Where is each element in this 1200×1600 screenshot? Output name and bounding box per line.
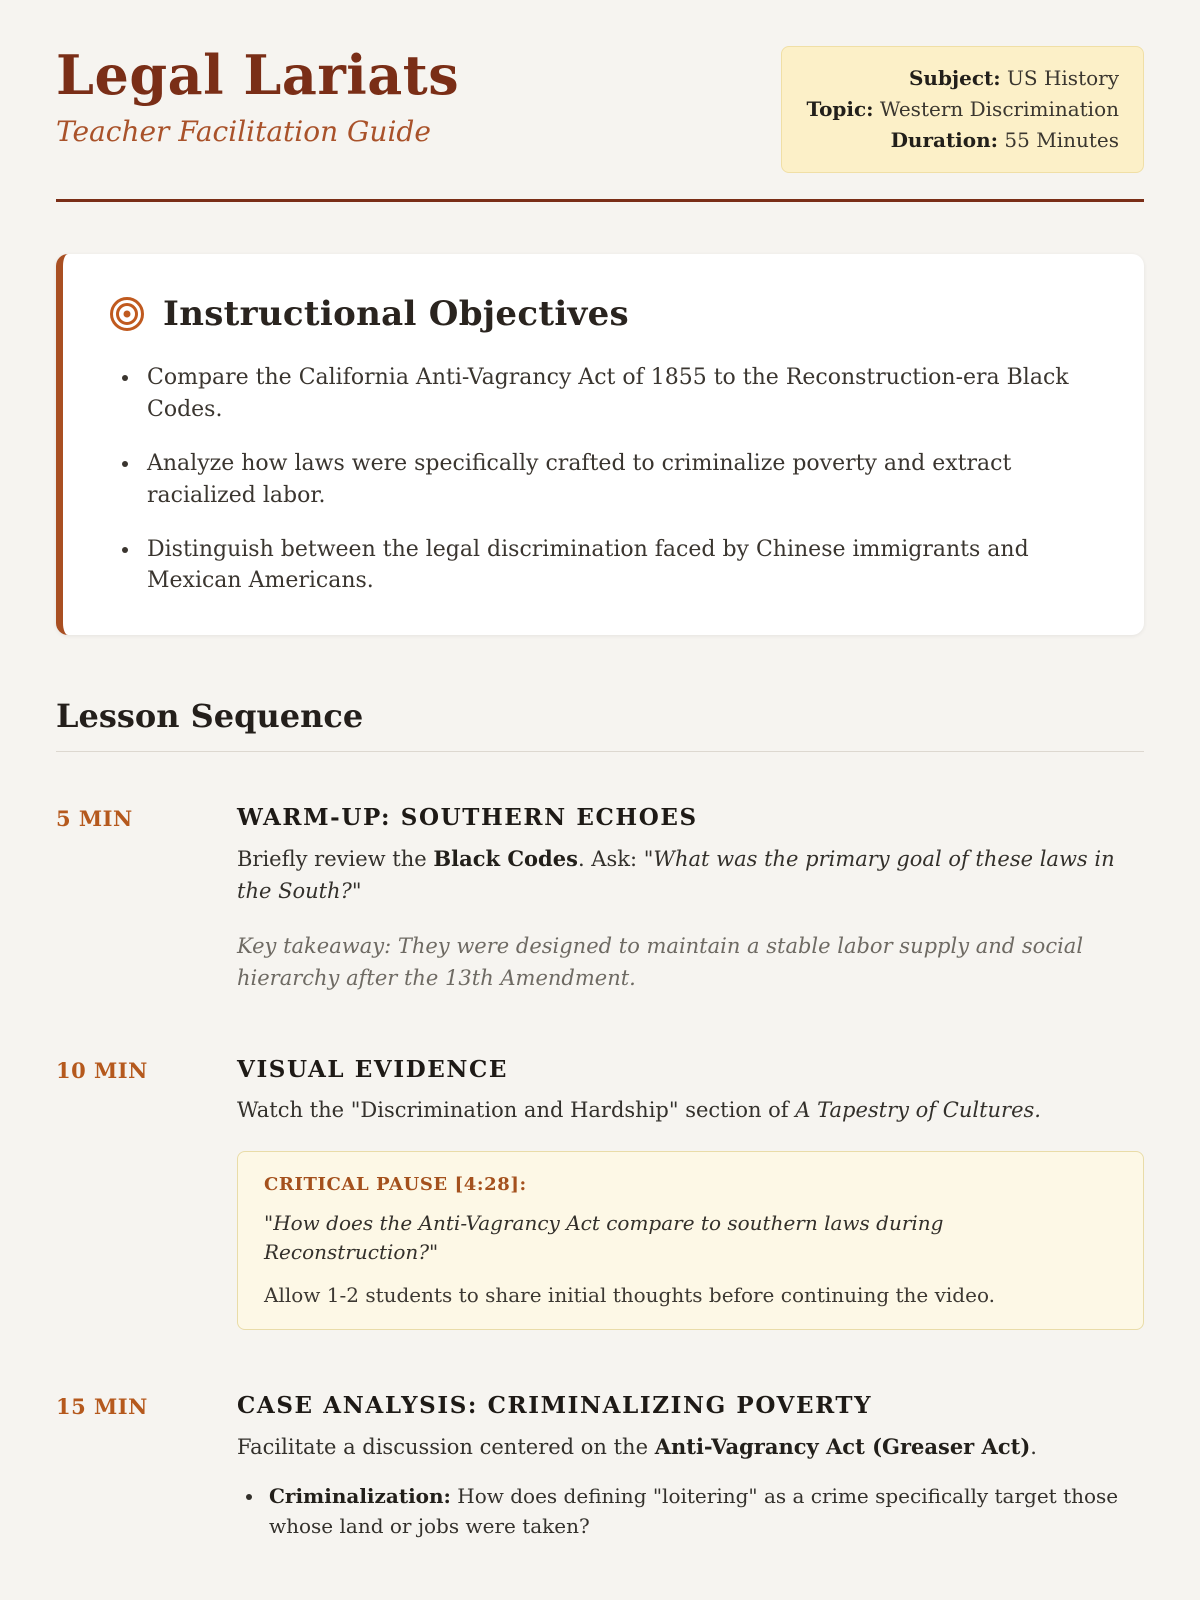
objective-item: • Compare the California Anti-Vagrancy Act of 1855 to the Reconstruction-era Black Codes. bbox=[141, 362, 1098, 426]
step-time: 10 MIN bbox=[56, 1058, 148, 1084]
lesson-step-visual-evidence bbox=[56, 1056, 1144, 1330]
meta-duration-value: 55 Minutes bbox=[1004, 128, 1119, 152]
objectives-list bbox=[141, 362, 1098, 597]
step-text-segment: Watch the "Discrimination and Hardship" section of bbox=[237, 1098, 796, 1123]
lesson-step-case-analysis bbox=[56, 1392, 1144, 1542]
critical-pause-question: "How does the Anti-Vagrancy Act compare to southern laws during Reconstruction?" bbox=[264, 1210, 944, 1264]
lesson-step-warm-up bbox=[56, 804, 1144, 994]
step-title: CASE ANALYSIS: CRIMINALIZING POVERTY bbox=[237, 1391, 873, 1419]
step-text-italic: A Tapestry of Cultures. bbox=[795, 1098, 1041, 1123]
page-subtitle: Teacher Facilitation Guide bbox=[56, 115, 431, 149]
discussion-term: Criminalization: bbox=[269, 1484, 451, 1509]
step-description bbox=[237, 1431, 1144, 1464]
critical-pause-callout bbox=[237, 1151, 1144, 1330]
lesson-meta-box bbox=[781, 46, 1144, 173]
step-title: WARM-UP: SOUTHERN ECHOES bbox=[237, 804, 698, 832]
step-body bbox=[237, 1392, 1144, 1542]
discussion-text: How does defining "loitering" as a crime specifically target those whose land or jobs were taken? bbox=[269, 1484, 1119, 1539]
key-takeaway: Key takeaway: They were designed to maintain a stable labor supply and social hierarchy after the 13th Amendment. bbox=[237, 934, 1084, 990]
header-titles bbox=[56, 43, 460, 149]
meta-topic-label: Topic: bbox=[806, 97, 874, 121]
step-description bbox=[237, 843, 1144, 907]
meta-subject-row bbox=[806, 63, 1119, 94]
step-text-segment: Briefly review the bbox=[237, 847, 434, 872]
discussion-points-list bbox=[265, 1481, 1144, 1541]
step-text-bold: Anti-Vagrancy Act (Greaser Act) bbox=[654, 1433, 1031, 1459]
lesson-sequence-title: Lesson Sequence bbox=[56, 697, 364, 736]
meta-subject-label: Subject: bbox=[908, 66, 1001, 90]
header-divider bbox=[56, 199, 1144, 202]
step-body bbox=[237, 804, 1144, 994]
step-text-segment: . bbox=[1030, 1434, 1037, 1459]
bullseye-icon bbox=[109, 296, 145, 332]
step-text-quote: "What was the primary goal of these laws in the South?" bbox=[237, 847, 1115, 903]
page-title: Legal Lariats bbox=[56, 43, 460, 107]
meta-subject-value: US History bbox=[1007, 66, 1119, 90]
discussion-point bbox=[265, 1481, 1144, 1541]
objectives-heading bbox=[109, 294, 1098, 334]
critical-pause-note: Allow 1-2 students to share initial thoughts before continuing the video. bbox=[264, 1282, 995, 1307]
meta-duration-row bbox=[806, 125, 1119, 156]
step-title: VISUAL EVIDENCE bbox=[237, 1056, 509, 1084]
meta-duration-label: Duration: bbox=[890, 128, 999, 152]
lesson-sequence-divider bbox=[56, 751, 1144, 752]
step-time: 5 MIN bbox=[56, 806, 133, 832]
meta-topic-row bbox=[806, 94, 1119, 125]
header bbox=[56, 43, 1144, 173]
objective-item: • Distinguish between the legal discrimination faced by Chinese immigrants and Mexican Americans. bbox=[141, 534, 1098, 598]
meta-topic-value: Western Discrimination bbox=[879, 97, 1119, 121]
objective-item: • Analyze how laws were specifically crafted to criminalize poverty and extract racialized labor. bbox=[141, 448, 1098, 512]
instructional-objectives-card bbox=[56, 254, 1144, 635]
step-text-segment: . Ask: bbox=[577, 847, 644, 872]
objectives-title: Instructional Objectives bbox=[163, 294, 629, 334]
step-description bbox=[237, 1095, 1144, 1127]
step-text-bold: Black Codes bbox=[433, 846, 578, 872]
lesson-steps bbox=[56, 804, 1144, 1541]
critical-pause-label: CRITICAL PAUSE [4:28]: bbox=[264, 1173, 527, 1195]
step-time: 15 MIN bbox=[56, 1393, 148, 1419]
step-body bbox=[237, 1056, 1144, 1330]
step-text-segment: Facilitate a discussion centered on the bbox=[237, 1434, 655, 1459]
